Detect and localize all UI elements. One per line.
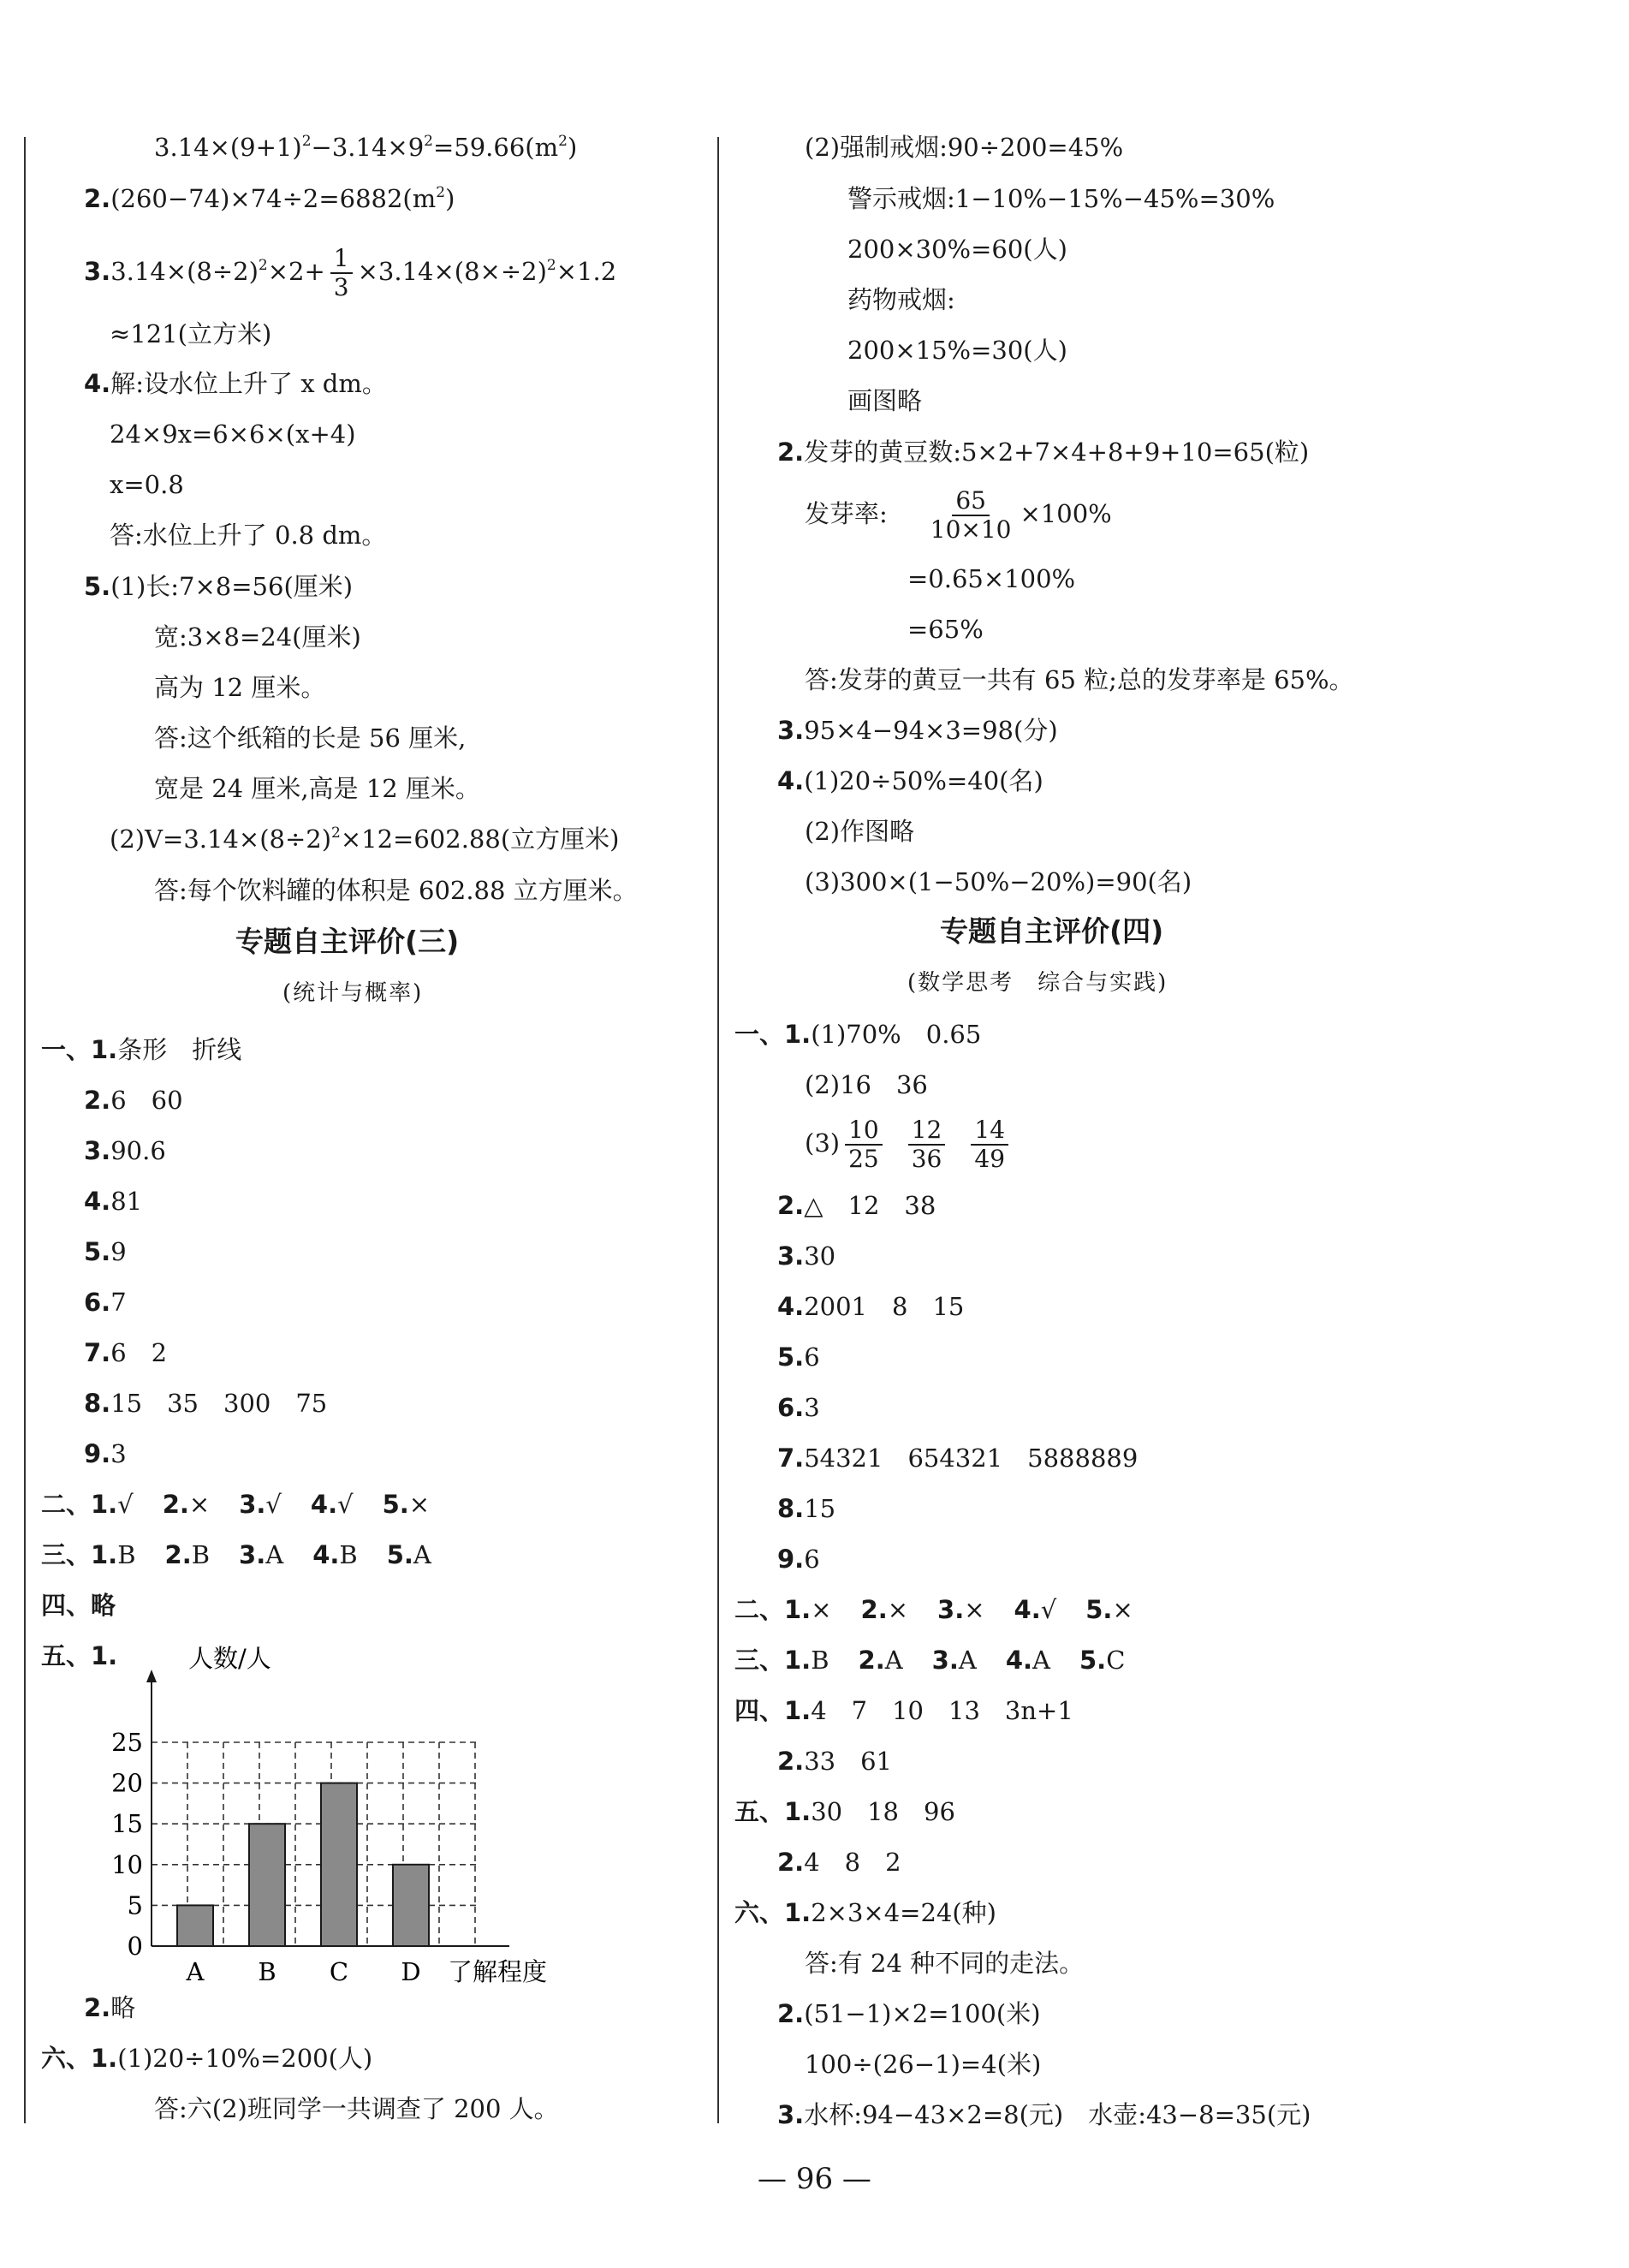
answer-item: [84, 1184, 142, 1218]
fraction-14-49: $\frac{14}{49}$: [971, 1116, 1008, 1173]
answer-item: [777, 1188, 936, 1223]
answer-number: 6.: [777, 1393, 805, 1422]
left-q5-5: 宽是 24 厘米,高是 12 厘米。: [154, 774, 480, 803]
answer-number: 5.: [777, 1342, 805, 1372]
answer-value: 条形 折线: [117, 1035, 242, 1064]
answer-value: 9: [110, 1237, 127, 1266]
fraction-one-third: $\frac{1}{3}$: [330, 245, 353, 301]
x-tick-label: B: [258, 1957, 276, 1986]
answer-value: 15: [804, 1494, 836, 1523]
answer-number: 2.: [777, 1191, 805, 1220]
left-q5-3: 高为 12 厘米。: [154, 673, 326, 702]
chart-ylabel: 人数/人: [188, 1644, 271, 1673]
y-tick-label: 5: [127, 1890, 143, 1920]
answer-item: [84, 1235, 127, 1269]
answer-value: 81: [110, 1187, 143, 1216]
right-q4-1: 4.(1)20÷50%=40(名): [777, 766, 1043, 795]
answer-value: 6 2: [110, 1338, 168, 1367]
bar-D: [393, 1865, 429, 1946]
section4-part5-1: 五、1.30 18 96: [734, 1797, 955, 1826]
right-q2-answer: 答:发芽的黄豆一共有 65 粒;总的发芽率是 65%。: [805, 665, 1354, 694]
right-line-5: 200×15%=30(人): [847, 336, 1067, 365]
y-tick-label: 15: [111, 1809, 143, 1839]
section4-part6-1: 六、1.2×3×4=24(种): [734, 1898, 996, 1927]
left-q3: $3.3.14\times(8\div 2)^2\times 2+$ $\frac{1}{3}$ $\times 3.14\times(8\times\div 2)^2\times 1.2$: [84, 244, 617, 301]
left-q4-4: 答:水位上升了 0.8 dm。: [110, 521, 387, 550]
left-line-1: $3.14\times(9+1)^2-3.14\times 9^2=59.66(m^2)$: [154, 133, 578, 162]
right-line-2: 警示戒烟:1−10%−15%−45%=30%: [847, 184, 1275, 213]
left-q4-1: 4.解:设水位上升了 x dm。: [84, 369, 387, 398]
left-q5-6: $(2)V=3.14\times(8\div 2)^2\times 12=602.88$(立方厘米): [110, 824, 620, 854]
right-line-1: (2)强制戒烟:90÷200=45%: [805, 133, 1124, 162]
x-tick-label: C: [329, 1957, 349, 1986]
right-q2-line3: =65%: [907, 615, 984, 644]
fraction-65-over-100: $\frac{65}{10\times 10}$: [930, 486, 1012, 544]
answer-number: 9.: [84, 1439, 111, 1468]
bar-B: [249, 1824, 285, 1946]
right-q2: 2.发芽的黄豆数:5×2+7×4+8+9+10=65(粒): [777, 438, 1310, 467]
bar-C: [321, 1783, 357, 1946]
answer-value: 15 35 300 75: [110, 1389, 328, 1418]
answer-value: 3: [110, 1439, 127, 1468]
section3-part2: 二、1.√ 2.× 3.√ 4.√ 5.×: [41, 1490, 431, 1519]
right-q4-2: (2)作图略: [805, 817, 915, 846]
answer-item: [84, 1285, 127, 1319]
section4-1-3: (3) $\frac{10}{25}$ $\frac{12}{36}$ $\frac{14}{49}$: [805, 1113, 1014, 1173]
section3-title: 专题自主评价(三): [235, 925, 460, 958]
section4-subtitle: (数学思考 综合与实践): [907, 970, 1168, 996]
right-line-4: 药物戒烟:: [847, 285, 955, 314]
answer-item: [84, 1386, 327, 1420]
left-q5-7: 答:每个饮料罐的体积是 602.88 立方厘米。: [154, 876, 638, 905]
answer-number: 2.: [84, 1086, 111, 1115]
page-number: — 96 —: [758, 2162, 871, 2196]
answer-item: [777, 1390, 820, 1425]
answer-number: 6.: [84, 1288, 111, 1317]
answer-number: 8.: [777, 1494, 805, 1523]
section4-1-2: (2)16 36: [805, 1070, 928, 1099]
answer-value: 3: [804, 1393, 820, 1422]
answer-value: △ 12 38: [804, 1191, 936, 1220]
section3-part3: 三、1.B 2.B 3.A 4.B 5.A: [41, 1540, 431, 1569]
bar-chart: [103, 1640, 633, 1999]
section3-part5-2: 2.略: [84, 1993, 136, 2022]
y-tick-label: 20: [111, 1768, 143, 1798]
section4-part5-2: 2.4 8 2: [777, 1848, 901, 1877]
right-q3: 3.95×4−94×3=98(分): [777, 716, 1058, 745]
section4-part4-2: 2.33 61: [777, 1747, 893, 1776]
left-q5-4: 答:这个纸箱的长是 56 厘米,: [154, 723, 467, 753]
chart-xlabel: 了解程度: [448, 1957, 548, 1986]
answer-number: 9.: [777, 1545, 805, 1574]
section3-part6-2: 答:六(2)班同学一共调查了 200 人。: [154, 2094, 559, 2123]
section3-part5-label: 五、1.: [41, 1641, 118, 1670]
answer-item: [41, 1033, 241, 1067]
right-q2-line2: =0.65×100%: [907, 564, 1076, 593]
answer-number: 一、1.: [41, 1035, 118, 1064]
section4-part4-1: 四、1.4 7 10 13 3n+1: [734, 1696, 1073, 1725]
answer-value: 6 60: [110, 1086, 183, 1115]
answer-item: [777, 1340, 820, 1374]
answer-item: [777, 1239, 835, 1273]
section3-part4: 四、略: [41, 1591, 116, 1620]
answer-number: 8.: [84, 1389, 111, 1418]
y-tick-label: 25: [111, 1728, 143, 1757]
answer-value: 7: [110, 1288, 127, 1317]
x-tick-label: A: [186, 1957, 205, 1986]
right-q2-rate: 发芽率: $\frac{65}{10\times 10}$ ×100%: [805, 486, 1112, 544]
answer-number: 7.: [84, 1338, 111, 1367]
right-q4-3: (3)300×(1−50%−20%)=90(名): [805, 867, 1192, 896]
right-line-6: 画图略: [847, 386, 923, 415]
column-divider: [717, 137, 719, 2123]
answer-value: 90.6: [110, 1136, 166, 1165]
answer-value: 30: [804, 1241, 836, 1271]
answer-number: 3.: [84, 1136, 111, 1165]
fraction-10-25: $\frac{10}{25}$: [845, 1116, 883, 1173]
left-q3-result: ≈121(立方米): [110, 319, 272, 348]
left-q4-3: x=0.8: [110, 470, 184, 499]
answer-item: [777, 1542, 820, 1576]
y-axis-arrow: [146, 1670, 157, 1682]
answer-item: [84, 1083, 183, 1117]
answer-item: [84, 1437, 127, 1471]
y-tick-label: 10: [111, 1849, 143, 1879]
bar-A: [177, 1905, 213, 1946]
answer-item: [84, 1336, 167, 1370]
left-margin-line: [24, 137, 26, 2123]
section4-title: 专题自主评价(四): [940, 914, 1164, 948]
answer-item: [777, 1491, 835, 1526]
answer-item: [777, 1289, 964, 1324]
left-q4-2: 24×9x=6×6×(x+4): [110, 420, 356, 449]
answer-item: [777, 1441, 1138, 1475]
left-q5-1: 5.(1)长:7×8=56(厘米): [84, 572, 354, 601]
answer-value: 2001 8 15: [804, 1292, 965, 1321]
section3-part6-1: 六、1.(1)20÷10%=200(人): [41, 2044, 373, 2073]
answer-number: 7.: [777, 1444, 805, 1473]
section4-1-1: 一、1.(1)70% 0.65: [734, 1020, 982, 1049]
fraction-12-36: $\frac{12}{36}$: [908, 1116, 946, 1173]
section4-part6-2: 2.(51−1)×2=100(米): [777, 1999, 1041, 2028]
answer-item: [84, 1134, 166, 1168]
answer-number: 5.: [84, 1237, 111, 1266]
section4-part3: 三、1.B 2.A 3.A 4.A 5.C: [734, 1646, 1126, 1675]
left-q2: $2.(260-74)\times 74\div 2=6882(m^2)$: [84, 184, 455, 213]
left-q5-2: 宽:3×8=24(厘米): [154, 622, 361, 652]
y-tick-label: 0: [127, 1932, 143, 1961]
answer-value: 6: [804, 1342, 820, 1372]
answer-number: 4.: [84, 1187, 111, 1216]
section4-part6-1a: 答:有 24 种不同的走法。: [805, 1949, 1085, 1978]
answer-number: 3.: [777, 1241, 805, 1271]
section4-part6-2b: 100÷(26−1)=4(米): [805, 2050, 1042, 2079]
answer-number: 4.: [777, 1292, 805, 1321]
right-line-3: 200×30%=60(人): [847, 235, 1067, 264]
answer-value: 54321 654321 5888889: [804, 1444, 1139, 1473]
answer-value: 6: [804, 1545, 820, 1574]
x-tick-label: D: [401, 1957, 421, 1986]
section4-part2: 二、1.× 2.× 3.× 4.√ 5.×: [734, 1595, 1133, 1624]
section4-part6-3: 3.水杯:94−43×2=8(元) 水壶:43−8=35(元): [777, 2100, 1311, 2129]
section3-subtitle: (统计与概率): [282, 980, 424, 1006]
